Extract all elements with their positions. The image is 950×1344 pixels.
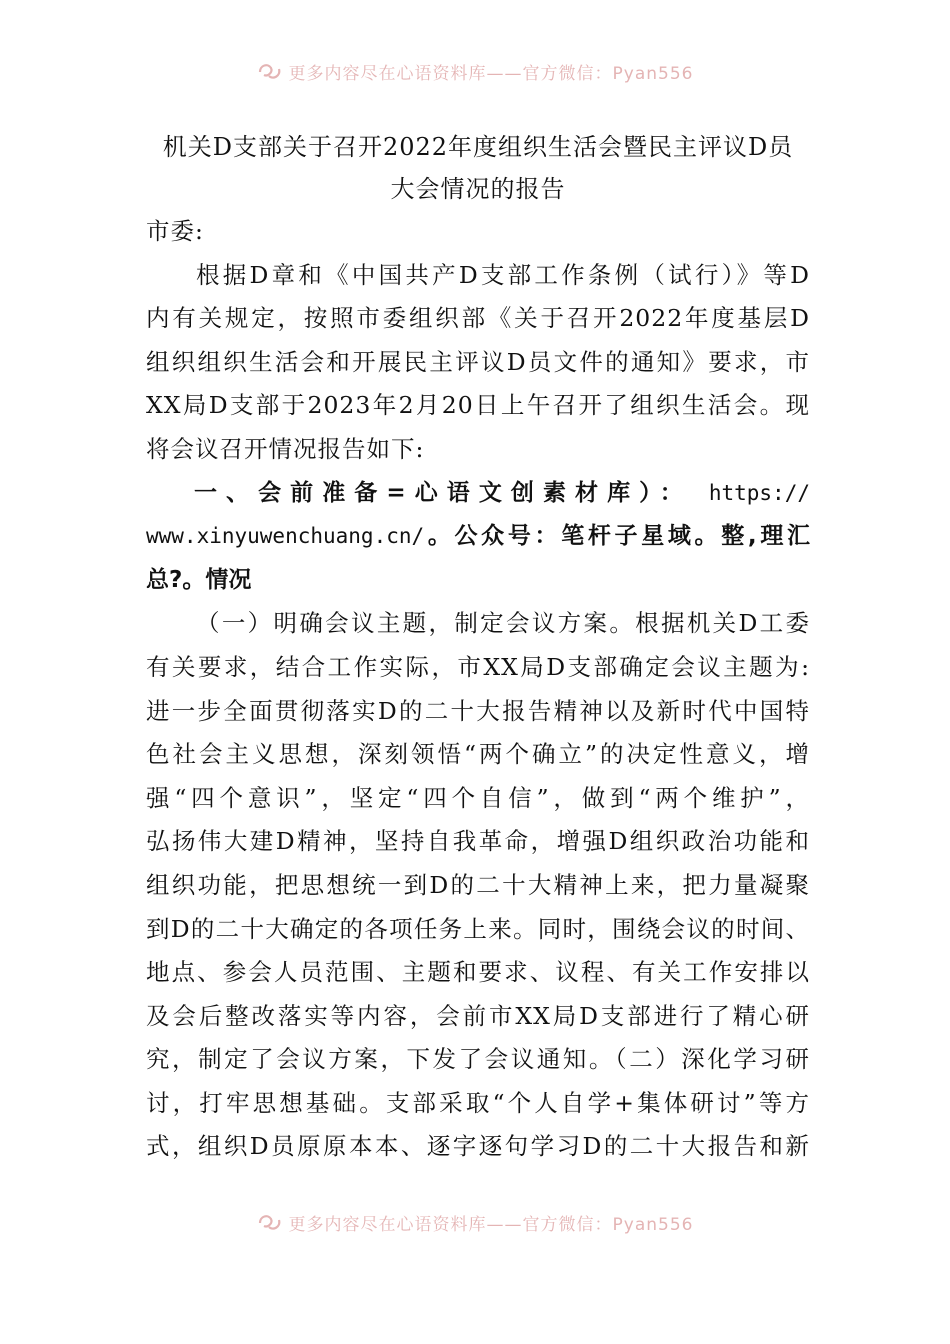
- paragraph-1-line: 组织组织生活会和开展民主评议D员文件的通知》要求，市: [146, 347, 810, 376]
- document-title-line-1: 机关D支部关于召开2022年度组织生活会暨民主评议D员: [162, 133, 794, 161]
- paragraph-2-line: 讨，打牢思想基础。支部采取“个人自学+集体研讨”等方: [146, 1088, 810, 1117]
- document-body: [146, 126, 810, 1169]
- paragraph-2-line: 式，组织D员原原本本、逐字逐句学习D的二十大报告和新: [146, 1132, 810, 1161]
- section-heading-line: [146, 515, 810, 559]
- section-heading-url: www.xinyuwenchuang.cn/: [146, 524, 425, 549]
- section-heading-url: https://: [708, 480, 810, 505]
- section-heading-line: 总?。情况: [146, 566, 252, 593]
- paragraph-2-line: 色社会主义思想，深刻领悟“两个确立”的决定性意义，增: [146, 740, 810, 769]
- paragraph-2-line: 及会后整改落实等内容，会前市XX局D支部进行了精心研: [146, 1001, 810, 1030]
- paragraph-1: [146, 254, 810, 472]
- paragraph-2-line: （一）明确会议主题，制定会议方案。根据机关D工委: [196, 609, 810, 638]
- watermark-bottom: [0, 1205, 950, 1239]
- section-heading-1: [146, 472, 810, 603]
- paragraph-2: [146, 602, 810, 1169]
- paragraph-2-line: 有关要求，结合工作实际，市XX局D支部确定会议主题为:: [146, 652, 810, 681]
- watermark-logo-icon: [257, 1211, 283, 1233]
- section-heading-line: [146, 472, 810, 516]
- section-heading-text: 一、会前准备=心语文创素材库）：: [194, 479, 692, 506]
- paragraph-1-line: XX局D支部于2023年2月20日上午召开了组织生活会。现: [146, 391, 810, 420]
- salutation: 市委:: [146, 217, 204, 245]
- paragraph-1-line: 将会议召开情况报告如下:: [146, 434, 425, 463]
- paragraph-2-line: 地点、参会人员范围、主题和要求、议程、有关工作安排以: [146, 958, 810, 987]
- paragraph-2-line: 进一步全面贯彻落实D的二十大报告精神以及新时代中国特: [146, 696, 810, 725]
- watermark-logo-icon: [257, 60, 283, 82]
- document-title-line-2: 大会情况的报告: [390, 175, 566, 203]
- paragraph-2-line: 究，制定了会议方案，下发了会议通知。（二）深化学习研: [146, 1045, 810, 1074]
- paragraph-1-line: 根据D章和《中国共产D支部工作条例（试行）》等D: [196, 260, 810, 289]
- paragraph-2-line: 组织功能，把思想统一到D的二十大精神上来，把力量凝聚: [146, 870, 810, 899]
- paragraph-2-line: 弘扬伟大建D精神，坚持自我革命，增强D组织政治功能和: [146, 827, 810, 856]
- paragraph-1-line: 内有关规定，按照市委组织部《关于召开2022年度基层D: [146, 304, 810, 333]
- paragraph-2-line: 到D的二十大确定的各项任务上来。同时，围绕会议的时间、: [146, 914, 810, 943]
- watermark-text: 更多内容尽在心语资料库——官方微信：Pyan556: [288, 1214, 694, 1235]
- paragraph-2-line: 强“四个意识”，坚定“四个自信”，做到“两个维护”，: [146, 783, 810, 812]
- watermark-top: [0, 54, 950, 88]
- watermark-text: 更多内容尽在心语资料库——官方微信：Pyan556: [288, 63, 694, 84]
- section-heading-text: 。公众号：笔杆子星域。整,理汇: [424, 523, 810, 550]
